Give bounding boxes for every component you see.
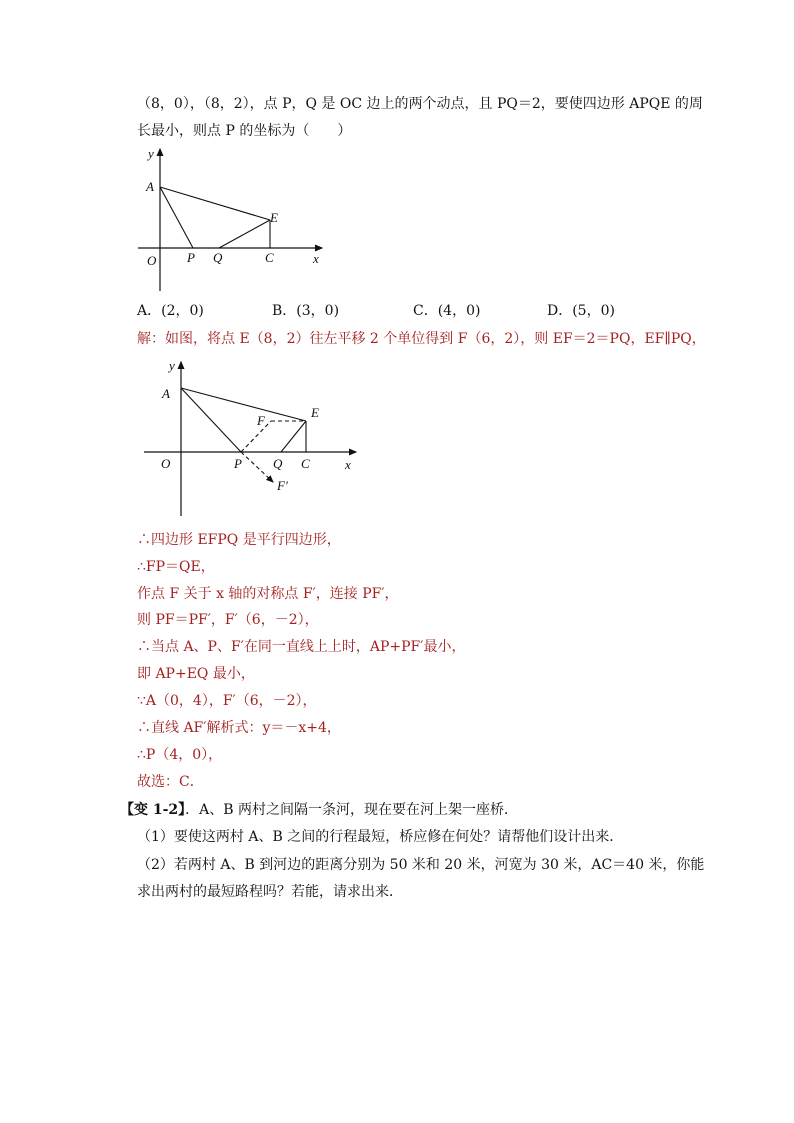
fig1-segment-ae	[160, 187, 270, 220]
fig1-label-c: C	[265, 250, 274, 265]
fig2-label-e: E	[311, 405, 319, 420]
problem-line-1: （8，0），（8，2），点 P，Q 是 OC 边上的两个动点，且 PQ＝2，要使四边形 APQE 的周	[137, 96, 703, 112]
fig2-label-x: x	[345, 457, 351, 472]
fig2-segment-ae	[181, 388, 306, 421]
option-b: B．(3，0)	[272, 303, 340, 319]
variant-title: 【变 1-2】	[120, 802, 186, 818]
solution-step-3: 作点 F 关于 x 轴的对称点 F′，连接 PF′，	[137, 586, 399, 602]
variant-heading	[120, 800, 518, 820]
option-a: A．(2，0)	[137, 303, 204, 319]
solution-intro: 解：如图，将点 E（8，2）往左平移 2 个单位得到 F（6，2），则 EF＝2＝PQ，EF∥PQ，	[137, 331, 706, 347]
fig2-label-c: C	[301, 456, 310, 471]
solution-step-1: ∴四边形 EFPQ 是平行四边形，	[137, 532, 341, 548]
fig2-label-q: Q	[273, 456, 283, 471]
solution-step-5: ∴当点 A、P、F′在同一直线上上时，AP+PF′最小，	[137, 639, 466, 655]
fig1-label-p: P	[187, 250, 195, 265]
fig2-label-y: y	[169, 358, 175, 373]
fig2-label-o: O	[161, 456, 171, 471]
figure-2-coordinate-diagram	[140, 354, 365, 519]
option-d: D．(5，0)	[547, 303, 615, 319]
fig2-dashed-pf-prime	[241, 452, 273, 482]
variant-question-1: （1）要使这两村 A、B 之间的行程最短，桥应修在何处？请帮他们设计出来．	[137, 829, 624, 845]
problem-line-2: 长最小，则点 P 的坐标为（ ）	[137, 123, 352, 139]
fig2-segment-ap	[181, 388, 241, 452]
variant-title-rest: ．A、B 两村之间隔一条河，现在要在河上架一座桥．	[185, 802, 519, 818]
fig1-segment-qe	[219, 220, 270, 248]
fig2-label-f: F	[257, 413, 265, 428]
solution-step-6: 即 AP+EQ 最小，	[137, 666, 255, 682]
fig1-label-y: y	[148, 146, 154, 161]
option-c: C．(4，0)	[413, 303, 481, 319]
fig1-label-q: Q	[213, 250, 223, 265]
fig1-label-x: x	[313, 251, 319, 266]
figure-1-coordinate-diagram	[135, 143, 335, 293]
fig2-segment-qe	[281, 421, 306, 452]
fig2-label-a: A	[162, 386, 170, 401]
fig2-label-f-prime: F′	[277, 478, 288, 493]
solution-step-9: ∴P（4，0），	[137, 747, 223, 763]
solution-step-10: 故选：C．	[137, 774, 204, 790]
solution-step-7: ∵A（0，4），F′（6，－2），	[137, 693, 317, 709]
fig1-label-o: O	[147, 253, 157, 268]
solution-step-4: 则 PF＝PF′，F′（6，－2），	[137, 612, 319, 628]
variant-question-2-line-1: （2）若两村 A、B 到河边的距离分别为 50 米和 20 米，河宽为 30 米，AC＝40 米，你能	[137, 857, 705, 873]
solution-step-8: ∴直线 AF′解析式：y＝－x+4，	[137, 720, 341, 736]
options-row	[137, 301, 657, 321]
fig2-dashed-pf	[241, 421, 271, 452]
fig1-label-e: E	[270, 210, 278, 225]
variant-question-2-line-2: 求出两村的最短路程吗？若能，请求出来．	[137, 884, 403, 900]
fig2-label-p: P	[234, 456, 242, 471]
fig1-label-a: A	[146, 179, 154, 194]
fig1-segment-ap	[160, 187, 193, 248]
solution-step-2: ∴FP＝QE，	[137, 559, 215, 575]
